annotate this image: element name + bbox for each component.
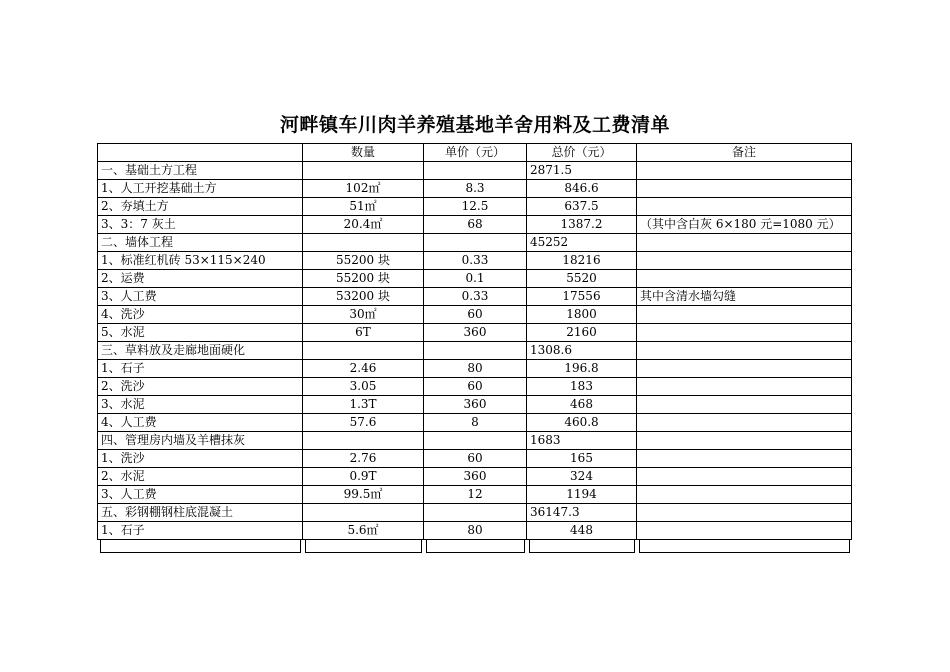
cell-item: 四、管理房内墙及羊槽抹灰 <box>98 432 303 450</box>
table-row <box>98 486 852 504</box>
cell-total-price: 460.8 <box>527 414 637 432</box>
cell-item: 5、水泥 <box>98 324 303 342</box>
cell-item: 一、基础土方工程 <box>98 162 303 180</box>
cell-unit-price <box>424 504 527 522</box>
empty-cell-box <box>100 540 301 553</box>
cell-quantity <box>303 504 424 522</box>
cell-note <box>637 198 852 216</box>
cell-quantity <box>303 432 424 450</box>
empty-cell-box <box>639 540 850 553</box>
cell-unit-price: 12 <box>424 486 527 504</box>
cell-quantity: 5.6㎡ <box>303 522 424 540</box>
table-row <box>98 252 852 270</box>
section-row <box>98 234 852 252</box>
cell-total-price: 1308.6 <box>527 342 637 360</box>
cell-quantity: 99.5㎡ <box>303 486 424 504</box>
table-row <box>98 306 852 324</box>
cell-note <box>637 468 852 486</box>
cell-total-price: 846.6 <box>527 180 637 198</box>
table-row <box>98 270 852 288</box>
cell-item: 4、洗沙 <box>98 306 303 324</box>
cell-item: 1、洗沙 <box>98 450 303 468</box>
cell-note: 其中含清水墙勾缝 <box>637 288 852 306</box>
table-row <box>98 198 852 216</box>
cell-note <box>637 504 852 522</box>
cell-total-price: 448 <box>527 522 637 540</box>
cell-note <box>637 234 852 252</box>
cell-item: 3、人工费 <box>98 486 303 504</box>
cell-note <box>637 342 852 360</box>
cell-item: 2、水泥 <box>98 468 303 486</box>
cell-unit-price <box>424 162 527 180</box>
empty-cell-box <box>426 540 525 553</box>
cell-total-price: 1387.2 <box>527 216 637 234</box>
empty-cell-box <box>305 540 422 553</box>
cell-note <box>637 432 852 450</box>
cell-total-price: 196.8 <box>527 360 637 378</box>
cell-unit-price: 8 <box>424 414 527 432</box>
cell-quantity: 2.76 <box>303 450 424 468</box>
section-row <box>98 504 852 522</box>
table-row <box>98 522 852 540</box>
cell-total-price: 165 <box>527 450 637 468</box>
cell-item: 三、草料放及走廊地面硬化 <box>98 342 303 360</box>
table-row <box>98 414 852 432</box>
header-item <box>98 144 303 162</box>
table-row <box>98 468 852 486</box>
cell-note <box>637 522 852 540</box>
cell-unit-price <box>424 342 527 360</box>
empty-cell <box>424 540 527 554</box>
empty-row <box>98 540 852 554</box>
header-total-price: 总价（元） <box>527 144 637 162</box>
cell-unit-price: 360 <box>424 468 527 486</box>
cell-note <box>637 486 852 504</box>
cell-unit-price: 80 <box>424 522 527 540</box>
cell-total-price: 1800 <box>527 306 637 324</box>
table-row <box>98 378 852 396</box>
document-title: 河畔镇车川肉羊养殖基地羊舍用料及工费清单 <box>279 114 670 136</box>
cell-unit-price: 60 <box>424 450 527 468</box>
cell-item: 3、人工费 <box>98 288 303 306</box>
cell-unit-price: 0.33 <box>424 288 527 306</box>
cell-unit-price: 60 <box>424 378 527 396</box>
header-quantity: 数量 <box>303 144 424 162</box>
cell-item: 3、水泥 <box>98 396 303 414</box>
cell-quantity <box>303 162 424 180</box>
cell-total-price: 45252 <box>527 234 637 252</box>
table-row <box>98 450 852 468</box>
cell-quantity: 57.6 <box>303 414 424 432</box>
cell-item: 2、运费 <box>98 270 303 288</box>
table-row <box>98 360 852 378</box>
table-row <box>98 396 852 414</box>
cell-quantity: 2.46 <box>303 360 424 378</box>
cell-unit-price: 360 <box>424 396 527 414</box>
table-row <box>98 288 852 306</box>
empty-cell <box>303 540 424 554</box>
cell-total-price: 1683 <box>527 432 637 450</box>
cell-quantity: 53200 块 <box>303 288 424 306</box>
cell-unit-price: 360 <box>424 324 527 342</box>
cell-quantity: 55200 块 <box>303 252 424 270</box>
cell-unit-price: 8.3 <box>424 180 527 198</box>
cell-total-price: 324 <box>527 468 637 486</box>
cell-item: 1、石子 <box>98 360 303 378</box>
cell-item: 4、人工费 <box>98 414 303 432</box>
cell-quantity: 20.4㎡ <box>303 216 424 234</box>
cell-item: 五、彩钢棚钢柱底混凝土 <box>98 504 303 522</box>
cell-total-price: 468 <box>527 396 637 414</box>
cell-unit-price: 68 <box>424 216 527 234</box>
empty-cell <box>637 540 852 554</box>
cell-quantity <box>303 234 424 252</box>
cell-note <box>637 162 852 180</box>
section-row <box>98 162 852 180</box>
cell-item: 1、石子 <box>98 522 303 540</box>
cell-total-price: 36147.3 <box>527 504 637 522</box>
cell-item: 3、3：7 灰土 <box>98 216 303 234</box>
cell-item: 二、墙体工程 <box>98 234 303 252</box>
table-row <box>98 180 852 198</box>
cell-item: 1、人工开挖基础土方 <box>98 180 303 198</box>
cell-note <box>637 378 852 396</box>
cell-total-price: 2160 <box>527 324 637 342</box>
empty-cell <box>527 540 637 554</box>
cell-total-price: 17556 <box>527 288 637 306</box>
cell-unit-price: 60 <box>424 306 527 324</box>
empty-cell <box>98 540 303 554</box>
cell-total-price: 5520 <box>527 270 637 288</box>
cell-quantity: 102㎡ <box>303 180 424 198</box>
cell-unit-price: 80 <box>424 360 527 378</box>
cell-quantity: 6T <box>303 324 424 342</box>
header-unit-price: 单价（元） <box>424 144 527 162</box>
table-header-row <box>98 144 852 162</box>
table-row <box>98 216 852 234</box>
cell-quantity: 51㎡ <box>303 198 424 216</box>
cell-unit-price: 0.1 <box>424 270 527 288</box>
cell-note <box>637 180 852 198</box>
cell-total-price: 1194 <box>527 486 637 504</box>
cell-total-price: 18216 <box>527 252 637 270</box>
cell-unit-price <box>424 432 527 450</box>
cell-unit-price: 0.33 <box>424 252 527 270</box>
cell-unit-price: 12.5 <box>424 198 527 216</box>
cell-note <box>637 450 852 468</box>
materials-cost-table <box>97 143 852 553</box>
cell-note: （其中含白灰 6×180 元=1080 元） <box>637 216 852 234</box>
cell-unit-price <box>424 234 527 252</box>
cell-note <box>637 306 852 324</box>
cell-total-price: 637.5 <box>527 198 637 216</box>
cell-total-price: 183 <box>527 378 637 396</box>
cell-item: 2、洗沙 <box>98 378 303 396</box>
empty-cell-box <box>529 540 635 553</box>
cell-note <box>637 360 852 378</box>
cell-note <box>637 396 852 414</box>
cell-item: 2、夯填土方 <box>98 198 303 216</box>
cell-note <box>637 414 852 432</box>
cell-quantity: 0.9T <box>303 468 424 486</box>
cell-quantity: 1.3T <box>303 396 424 414</box>
cell-note <box>637 270 852 288</box>
cell-note <box>637 252 852 270</box>
cell-quantity: 3.05 <box>303 378 424 396</box>
cell-quantity: 30㎡ <box>303 306 424 324</box>
table-row <box>98 324 852 342</box>
cell-quantity: 55200 块 <box>303 270 424 288</box>
cell-quantity <box>303 342 424 360</box>
cell-item: 1、标准红机砖 53×115×240 <box>98 252 303 270</box>
cell-note <box>637 324 852 342</box>
cell-total-price: 2871.5 <box>527 162 637 180</box>
header-note: 备注 <box>637 144 852 162</box>
section-row <box>98 342 852 360</box>
section-row <box>98 432 852 450</box>
